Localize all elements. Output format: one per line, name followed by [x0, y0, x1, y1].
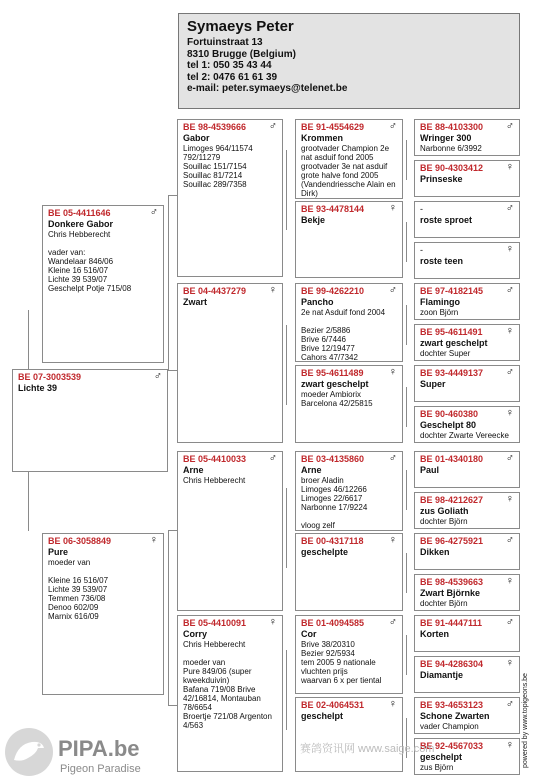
pigeon-name: Diamantje [420, 670, 464, 680]
pigeon-notes: grootvader Champion 2e nat asduif fond 2005 grootvader 3e nat asduif grote halve fond 2005 (Vandendriessche Alain en Dirk) [301, 144, 396, 198]
pigeon-gen4-14[interactable] [414, 656, 520, 693]
male-icon: ♂ [505, 366, 514, 378]
ring-number: BE 02-4064531 [301, 700, 365, 710]
ring-number: BE 05-4410033 [183, 454, 247, 464]
pigeon-notes: Kleine 16 516/07 Lichte 39 539/07 Temmen 736/08 Denoo 602/09 Marnix 616/09 [48, 576, 109, 621]
ring-number: BE 92-4567033 [420, 741, 484, 751]
connector-line [28, 471, 29, 531]
pigeon-name: Corry [183, 629, 208, 639]
pigeon-name: Flamingo [420, 297, 460, 307]
connector-line [286, 488, 287, 568]
male-icon: ♂ [505, 120, 514, 132]
pigeon-name: roste teen [420, 256, 464, 266]
pigeon-grandsire-paternal[interactable] [177, 119, 283, 277]
female-icon: ♀ [268, 284, 277, 296]
pigeon-name: zwart geschelpt [301, 379, 369, 389]
pigeon-gen4-4[interactable] [414, 242, 520, 279]
ring-number: BE 98-4212627 [420, 495, 484, 505]
connector-line [168, 370, 177, 371]
pigeon-notes: Bezier 2/5886 Brive 6/7446 Brive 12/19477 Cahors 47/7342 [301, 326, 358, 362]
pigeon-gen3-1[interactable] [295, 119, 403, 199]
male-icon: ♂ [149, 206, 158, 218]
pigeon-name: Super [420, 379, 446, 389]
male-icon: ♂ [505, 284, 514, 296]
pigeon-name: Donkere Gabor [48, 219, 114, 229]
owner-header [178, 13, 520, 109]
pigeon-gen4-11[interactable] [414, 533, 520, 570]
connector-line [286, 150, 287, 230]
logo-subtitle: Pigeon Paradise [60, 763, 141, 775]
male-icon: ♂ [268, 452, 277, 464]
pigeon-name: Arne [301, 465, 322, 475]
pigeon-gen3-8[interactable] [295, 697, 403, 772]
pigeon-gen3-5[interactable] [295, 451, 403, 531]
ring-number: BE 91-4554629 [301, 122, 365, 132]
pigeon-gen3-2[interactable] [295, 201, 403, 278]
owner-city: 8310 Brugge (Belgium) [187, 48, 296, 60]
connector-line [406, 470, 407, 510]
connector-line [406, 222, 407, 262]
ring-number: BE 00-4317118 [301, 536, 364, 546]
male-icon: ♂ [153, 370, 162, 382]
pigeon-gen4-5[interactable] [414, 283, 520, 320]
pigeon-notes: broer Aladin Limoges 46/12266 Limoges 22/6617 Narbonne 17/9224 [301, 476, 368, 512]
pigeon-name: Zwart [183, 297, 208, 307]
pigeon-name: Gabor [183, 133, 210, 143]
connector-line [406, 635, 407, 675]
pigeon-breeder: Chris Hebberecht [183, 476, 246, 485]
pigeon-name: Wringer 300 [420, 133, 472, 143]
male-icon: ♂ [505, 202, 514, 214]
male-icon: ♂ [388, 616, 397, 628]
pigeon-granddam-paternal[interactable] [177, 283, 283, 443]
pigeon-notes: Limoges 964/11574 792/11279 Souillac 151/7154 Souillac 81/7214 Souillac 289/7358 [183, 144, 253, 189]
ring-number: BE 06-3058849 [48, 536, 112, 546]
pigeon-name: Geschelpt 80 [420, 420, 477, 430]
ring-number: BE 98-4539663 [420, 577, 484, 587]
pigeon-gen4-6[interactable] [414, 324, 520, 361]
ring-number: BE 90-460380 [420, 409, 479, 419]
female-icon: ♀ [505, 161, 514, 173]
pigeon-gen3-6[interactable] [295, 533, 403, 611]
pigeon-gen3-4[interactable] [295, 365, 403, 443]
pigeon-name: Prinseske [420, 174, 463, 184]
owner-name: Symaeys Peter [187, 18, 294, 35]
male-icon: ♂ [388, 120, 397, 132]
male-icon: ♂ [505, 534, 514, 546]
ring-number: BE 91-4447111 [420, 618, 483, 628]
pigeon-notes: Brive 38/20310 Bezier 92/5934 tem 2005 9 nationale vluchten prijs waarvan 6 x per tiental [301, 640, 382, 685]
pigeon-notes: Narbonne 6/3992 [420, 144, 482, 153]
ring-number: BE 95-4611491 [420, 327, 483, 337]
pigeon-gen4-1[interactable] [414, 119, 520, 156]
pigeon-breeder: moeder van [48, 558, 91, 567]
logo-text: PIPA.be [58, 736, 140, 761]
ring-number: BE 93-4653123 [420, 700, 484, 710]
pigeon-granddam-maternal[interactable] [177, 615, 283, 772]
male-icon: ♂ [505, 616, 514, 628]
female-icon: ♀ [268, 616, 277, 628]
pigeon-name: Lichte 39 [18, 383, 58, 393]
pigeon-notes: dochter Super [420, 349, 471, 358]
pigeon-name: Schone Zwarten [420, 711, 490, 721]
pigeon-name: Arne [183, 465, 204, 475]
ring-number: BE 04-4437279 [183, 286, 247, 296]
owner-email[interactable]: e-mail: peter.symaeys@telenet.be [187, 83, 348, 94]
connector-line [406, 305, 407, 345]
male-icon: ♂ [268, 120, 277, 132]
pigeon-notes: vader van: Wandelaar 846/06 Kleine 16 516/07 Lichte 39 539/07 Geschelpt Potje 715/08 [48, 248, 132, 293]
ring-number: BE 93-4449137 [420, 368, 484, 378]
male-icon: ♂ [388, 284, 397, 296]
pigeon-notes: zoon Björn [420, 308, 459, 317]
pigeon-notes: dochter Björn [420, 517, 468, 526]
pigeon-grandsire-maternal[interactable] [177, 451, 283, 611]
pigeon-notes: moeder Ambiorix Barcelona 42/25815 [301, 390, 373, 408]
female-icon: ♀ [505, 325, 514, 337]
ring-number: BE 99-4262210 [301, 286, 365, 296]
pigeon-name: zus Goliath [420, 506, 469, 516]
female-icon: ♀ [505, 493, 514, 505]
connector-line [406, 140, 407, 180]
pigeon-notes-2: vloog zelf [301, 521, 335, 530]
pigeon-notes: dochter Björn [420, 599, 468, 608]
pigeon-gen4-8[interactable] [414, 406, 520, 443]
pigeon-name: geschelpt [420, 752, 463, 762]
pigeon-sire[interactable] [42, 205, 164, 363]
connector-line [168, 195, 177, 196]
ring-number: - [420, 204, 423, 214]
powered-by[interactable]: powered by www.topigeons.be [522, 673, 529, 768]
owner-tel-2: tel 2: 0476 61 61 39 [187, 71, 278, 83]
pigeon-gen4-2[interactable] [414, 160, 520, 197]
pigeon-breeder: 2e nat Asduif fond 2004 [301, 308, 386, 317]
pigeon-breeder: Chris Hebberecht [183, 640, 246, 649]
pigeon-notes: zus Björn [420, 763, 454, 772]
owner-tel-1: tel 1: 050 35 43 44 [187, 60, 272, 71]
female-icon: ♀ [505, 739, 514, 751]
female-icon: ♀ [505, 407, 514, 419]
ring-number: BE 94-4286304 [420, 659, 484, 669]
female-icon: ♀ [388, 534, 397, 546]
pigeon-gen4-9[interactable] [414, 451, 520, 488]
female-icon: ♀ [505, 243, 514, 255]
watermark: 赛鸽资讯网 www.saige.com [300, 743, 435, 755]
ring-number: BE 88-4103300 [420, 122, 484, 132]
pigeon-name: Korten [420, 629, 449, 639]
ring-number: BE 01-4094585 [301, 618, 365, 628]
pigeon-name: Pancho [301, 297, 334, 307]
pigeon-name: Pure [48, 547, 69, 557]
ring-number: - [420, 245, 423, 255]
connector-line [286, 650, 287, 730]
ring-number: BE 05-4411646 [48, 208, 111, 218]
ring-number: BE 95-4611489 [301, 368, 364, 378]
pigeon-gen3-7[interactable] [295, 615, 403, 694]
connector-line [168, 705, 177, 706]
female-icon: ♀ [388, 698, 397, 710]
ring-number: BE 05-4410091 [183, 618, 247, 628]
ring-number: BE 90-4303412 [420, 163, 484, 173]
ring-number: BE 01-4340180 [420, 454, 484, 464]
pigeon-name: Bekje [301, 215, 326, 225]
connector-line [406, 553, 407, 593]
male-icon: ♂ [505, 698, 514, 710]
pigeon-notes: moeder van Pure 849/06 (super kweekduivin) Bafana 719/08 Brive 42/16814, Montauban 78/6654 Broertje 721/08 Argenton 4/563 [183, 658, 272, 730]
pigeon-dam[interactable] [42, 533, 164, 695]
pigeon-name: Paul [420, 465, 440, 475]
female-icon: ♀ [388, 202, 397, 214]
pigeon-subject[interactable] [12, 369, 168, 472]
pigeon-gen4-12[interactable] [414, 574, 520, 611]
ring-number: BE 98-4539666 [183, 122, 247, 132]
pigeon-name: Dikken [420, 547, 450, 557]
female-icon: ♀ [505, 657, 514, 669]
ring-number: BE 97-4182145 [420, 286, 484, 296]
owner-address: Fortuinstraat 13 [187, 37, 263, 48]
pigeon-gen4-3[interactable] [414, 201, 520, 238]
connector-line [28, 310, 29, 370]
pigeon-name: Cor [301, 629, 317, 639]
female-icon: ♀ [149, 534, 158, 546]
connector-line [168, 195, 169, 370]
pigeon-gen4-13[interactable] [414, 615, 520, 652]
connector-line [168, 530, 177, 531]
pigeon-name: geschelpt [301, 711, 344, 721]
pigeon-notes: dochter Zwarte Vereecke [420, 431, 509, 440]
female-icon: ♀ [388, 366, 397, 378]
female-icon: ♀ [505, 575, 514, 587]
pigeon-notes: vader Champion [420, 722, 479, 731]
pigeon-gen4-15[interactable] [414, 697, 520, 734]
ring-number: BE 03-4135860 [301, 454, 365, 464]
pigeon-gen3-3[interactable] [295, 283, 403, 362]
connector-line [168, 530, 169, 705]
pigeon-gen4-7[interactable] [414, 365, 520, 402]
ring-number: BE 07-3003539 [18, 372, 82, 382]
connector-line [406, 387, 407, 427]
connector-line [286, 325, 287, 405]
male-icon: ♂ [505, 452, 514, 464]
male-icon: ♂ [388, 452, 397, 464]
pigeon-name: geschelpte [301, 547, 349, 557]
pigeon-breeder: Chris Hebberecht [48, 230, 111, 239]
pigeon-name: roste sproet [420, 215, 473, 225]
pigeon-gen4-10[interactable] [414, 492, 520, 529]
pigeon-name: Krommen [301, 133, 344, 143]
pigeon-name: Zwart Björnke [420, 588, 481, 598]
pigeon-name: zwart geschelpt [420, 338, 488, 348]
ring-number: BE 96-4275921 [420, 536, 484, 546]
ring-number: BE 93-4478144 [301, 204, 365, 214]
